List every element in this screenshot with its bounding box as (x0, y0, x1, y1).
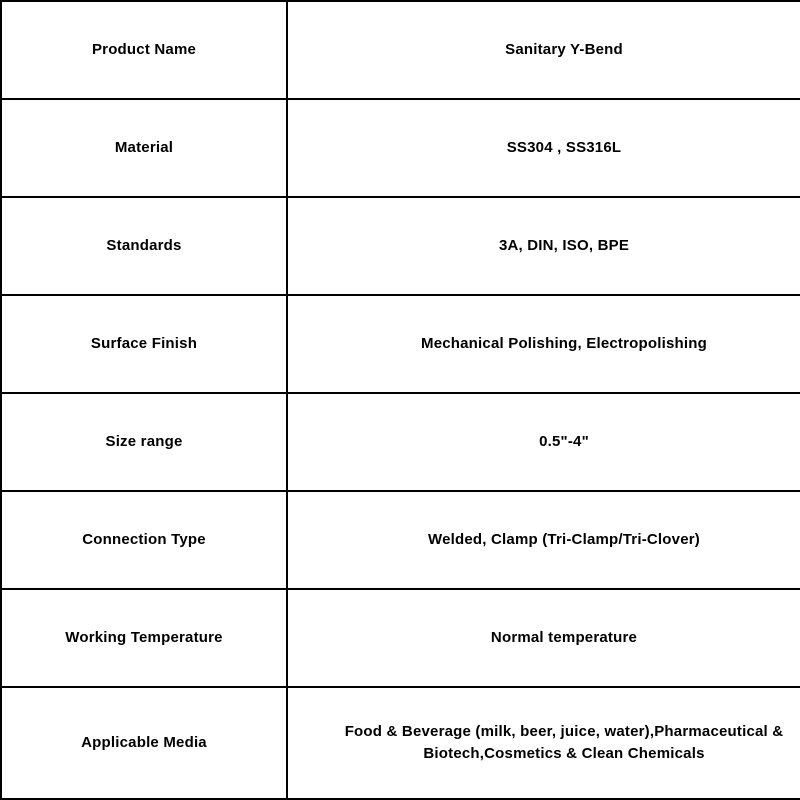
table-row (1, 197, 800, 295)
row-value-connection-type: Welded, Clamp (Tri-Clamp/Tri-Clover) (287, 491, 800, 589)
row-value-surface-finish: Mechanical Polishing, Electropolishing (287, 295, 800, 393)
row-value-material: SS304 , SS316L (287, 99, 800, 197)
table-row (1, 491, 800, 589)
row-value-working-temperature: Normal temperature (287, 589, 800, 687)
table-row (1, 99, 800, 197)
row-value-standards: 3A, DIN, ISO, BPE (287, 197, 800, 295)
table-row (1, 295, 800, 393)
row-value-size-range: 0.5"-4" (287, 393, 800, 491)
row-label-working-temperature: Working Temperature (1, 589, 287, 687)
row-label-product-name: Product Name (1, 1, 287, 99)
row-label-applicable-media: Applicable Media (1, 687, 287, 799)
table-row (1, 393, 800, 491)
row-label-size-range: Size range (1, 393, 287, 491)
row-value-product-name: Sanitary Y-Bend (287, 1, 800, 99)
row-label-standards: Standards (1, 197, 287, 295)
table-row (1, 1, 800, 99)
row-label-material: Material (1, 99, 287, 197)
table-row (1, 687, 800, 799)
row-label-connection-type: Connection Type (1, 491, 287, 589)
table-row (1, 589, 800, 687)
row-value-applicable-media: Food & Beverage (milk, beer, juice, water),Pharmaceutical & Biotech,Cosmetics & Clean Chemicals (287, 687, 800, 799)
row-label-surface-finish: Surface Finish (1, 295, 287, 393)
